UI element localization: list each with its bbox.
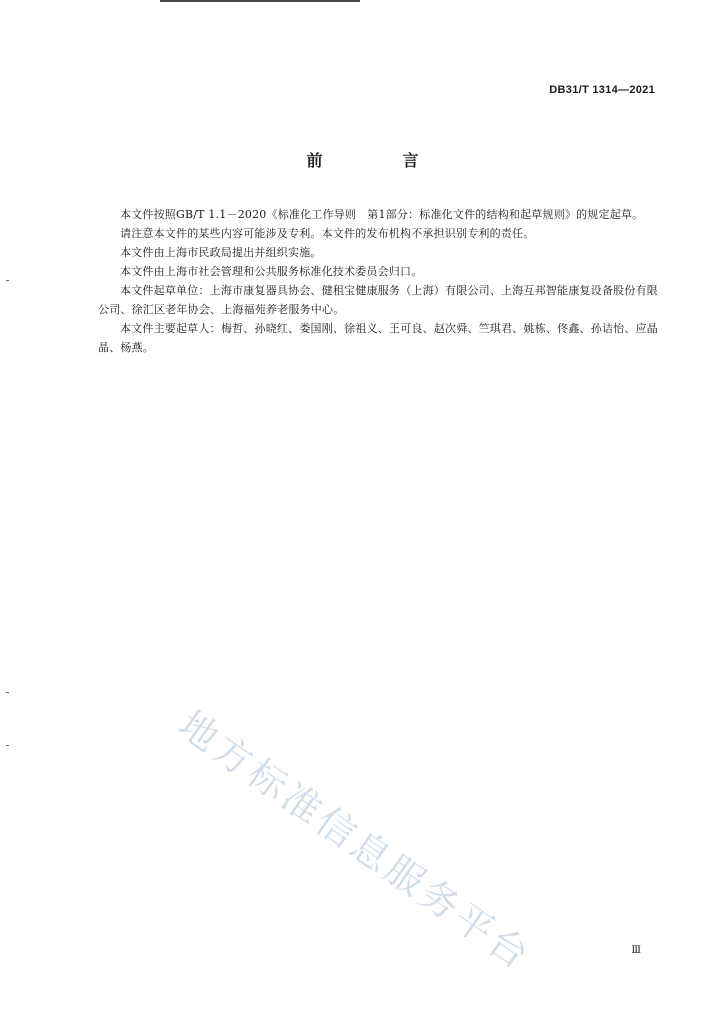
- watermark: 地方标准信息服务平台: [170, 702, 540, 980]
- paragraph-drafters: 本文件主要起草人：梅哲、孙晓红、娄国刚、徐祖义、王可良、赵次舜、竺琪君、姚栋、佟鑫、孙诘怡、应晶晶、杨燕。: [98, 322, 658, 354]
- paragraph-committee: 本文件由上海市社会管理和公共服务标准化技术委员会归口。: [120, 265, 423, 278]
- paragraph-drafting-units: 本文件起草单位：上海市康复器具协会、健租宝健康服务（上海）有限公司、上海互邦智能康复设备股份有限公司、徐汇区老年协会、上海福苑养老服务中心。: [98, 284, 658, 316]
- top-rule: [160, 0, 360, 2]
- margin-mark: [6, 745, 9, 746]
- paragraph-drafting-rules: 本文件按照GB/T 1.1－2020《标准化工作导则 第1部分：标准化文件的结构和起草规则》的规定起草。: [120, 208, 644, 221]
- foreword-body: [98, 205, 658, 357]
- paragraph-patent-notice: 请注意本文件的某些内容可能涉及专利。本文件的发布机构不承担识别专利的责任。: [120, 227, 535, 240]
- page-number: Ⅲ: [631, 945, 641, 956]
- paragraph-proposer: 本文件由上海市民政局提出并组织实施。: [120, 246, 322, 259]
- page-title: 前 言: [306, 151, 451, 170]
- margin-mark: [6, 280, 9, 281]
- standard-code: DB31/T 1314—2021: [549, 84, 655, 96]
- margin-mark: [6, 692, 9, 693]
